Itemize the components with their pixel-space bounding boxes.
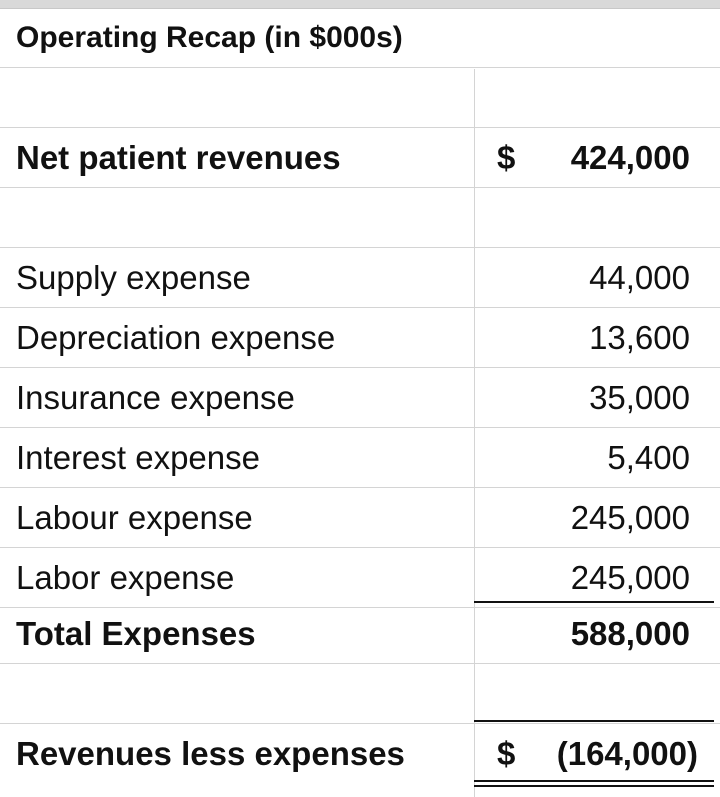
expense-row[interactable]: [0, 368, 720, 428]
revenue-value: 424,000: [570, 139, 690, 176]
expense-value: 44,000: [589, 259, 690, 296]
title-row: [0, 8, 720, 68]
expense-value: 245,000: [570, 559, 690, 596]
expense-row[interactable]: [0, 488, 720, 548]
subtotal-underline: [474, 601, 714, 603]
net-label: Revenues less expenses: [16, 735, 405, 772]
expense-label: Insurance expense: [16, 379, 295, 416]
revenue-currency-symbol: $: [497, 139, 516, 176]
expense-label: Interest expense: [16, 439, 260, 476]
net-row[interactable]: [0, 724, 720, 784]
revenue-label: Net patient revenues: [16, 139, 341, 176]
blank-row: [0, 664, 720, 724]
total-value: 588,000: [570, 615, 690, 652]
total-label: Total Expenses: [16, 615, 256, 652]
expense-label: Labour expense: [16, 499, 253, 536]
expense-row[interactable]: [0, 548, 720, 608]
net-value: (164,000): [556, 735, 698, 772]
expense-label: Depreciation expense: [16, 319, 336, 356]
expense-row[interactable]: [0, 428, 720, 488]
expense-value: 35,000: [589, 379, 690, 416]
expense-label: Supply expense: [16, 259, 251, 296]
expense-label: Labor expense: [16, 559, 235, 596]
net-top-rule: [474, 720, 714, 722]
revenue-row[interactable]: [0, 128, 720, 188]
expense-value: 5,400: [607, 439, 690, 476]
blank-row: [0, 68, 720, 128]
sheet-title: Operating Recap (in $000s): [16, 21, 403, 54]
expense-row[interactable]: [0, 248, 720, 308]
blank-row: [0, 188, 720, 248]
net-currency-symbol: $: [497, 735, 516, 772]
expense-row[interactable]: [0, 308, 720, 368]
expense-value: 245,000: [570, 499, 690, 536]
total-row[interactable]: [0, 604, 720, 664]
net-double-underline: [474, 780, 714, 787]
expense-value: 13,600: [589, 319, 690, 356]
